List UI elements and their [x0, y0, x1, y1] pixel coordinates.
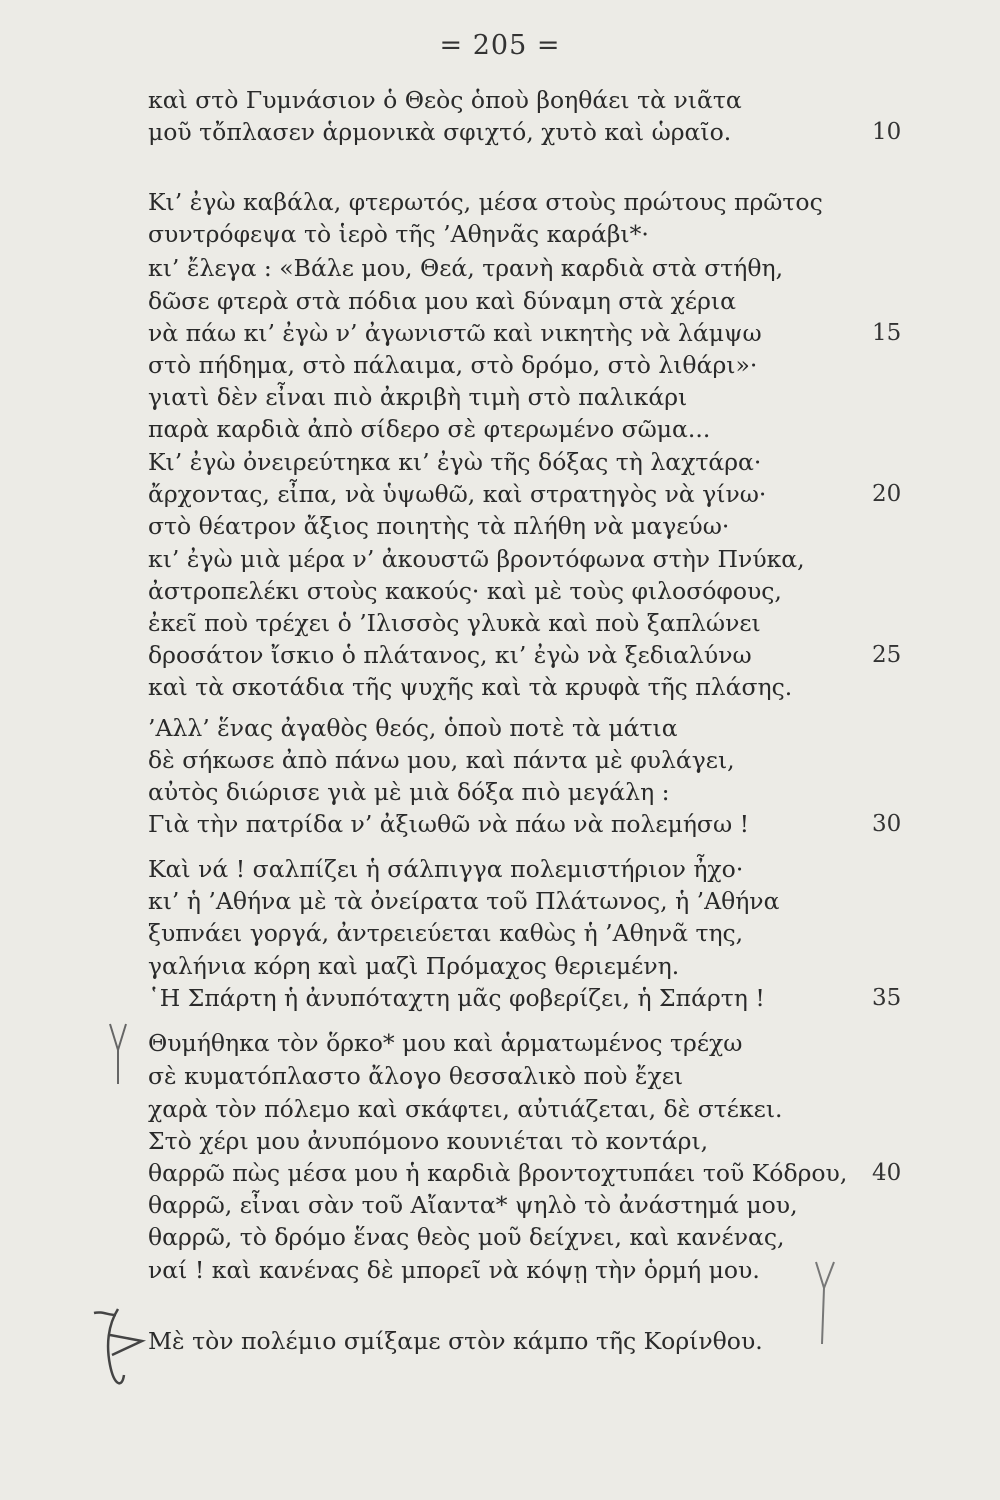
verse-line: συντρόφεψα τὸ ἱερὸ τῆς ’Αθηνᾶς καράβι*·: [148, 220, 649, 248]
line-number: 15: [872, 320, 902, 346]
verse-line: αὐτὸς διώρισε γιὰ μὲ μιὰ δόξα πιὸ μεγάλη :: [148, 778, 670, 806]
line-number: 10: [872, 119, 902, 145]
verse-line: ’Αλλ’ ἕνας ἀγαθὸς θεός, ὁποὺ ποτὲ τὰ μάτια: [148, 714, 678, 742]
verse-line: ναί ! καὶ κανένας δὲ μπορεῖ νὰ κόψῃ τὴν ὁρμή μου.: [148, 1256, 760, 1284]
verse-line: Κι’ ἐγὼ ὀνειρεύτηκα κι’ ἐγὼ τῆς δόξας τὴ λαχτάρα·: [148, 448, 762, 476]
verse-line: κι’ ἡ ’Αθήνα μὲ τὰ ὀνείρατα τοῦ Πλάτωνος, ἡ ’Αθήνα: [148, 887, 780, 915]
line-number: 35: [872, 985, 902, 1011]
verse-line: ἀστροπελέκι στοὺς κακούς· καὶ μὲ τοὺς φιλοσόφους,: [148, 577, 782, 605]
verse-line: δῶσε φτερὰ στὰ πόδια μου καὶ δύναμη στὰ χέρια: [148, 287, 736, 315]
verse-line: Θυμήθηκα τὸν ὅρκο* μου καὶ ἁρματωμένος τρέχω: [148, 1029, 743, 1057]
line-number: 40: [872, 1160, 902, 1186]
verse-line: ῾Η Σπάρτη ἡ ἀνυπόταχτη μᾶς φοβερίζει, ἡ Σπάρτη !: [148, 984, 765, 1012]
verse-line: κι’ ἐγὼ μιὰ μέρα ν’ ἀκουστῶ βροντόφωνα στὴν Πνύκα,: [148, 545, 805, 573]
verse-line: Γιὰ τὴν πατρίδα ν’ ἀξιωθῶ νὰ πάω νὰ πολεμήσω !: [148, 810, 750, 838]
verse-line: κι’ ἔλεγα : «Βάλε μου, Θεά, τρανὴ καρδιὰ στὰ στήθη,: [148, 254, 784, 282]
verse-line: ἐκεῖ ποὺ τρέχει ὁ ’Ιλισσὸς γλυκὰ καὶ ποὺ ξαπλώνει: [148, 609, 761, 637]
verse-line: καὶ τὰ σκοτάδια τῆς ψυχῆς καὶ τὰ κρυφὰ τῆς πλάσης.: [148, 673, 793, 701]
pencil-bracket-mark: [100, 1020, 140, 1090]
verse-line: Καὶ νά ! σαλπίζει ἡ σάλπιγγα πολεμιστήριον ἦχο·: [148, 855, 744, 883]
verse-line: θαρρῶ πὼς μέσα μου ἡ καρδιὰ βροντοχτυπάει τοῦ Κόδρου,: [148, 1159, 848, 1187]
verse-line: σὲ κυματόπλαστο ἄλογο θεσσαλικὸ ποὺ ἔχει: [148, 1062, 684, 1090]
verse-line: Στὸ χέρι μου ἀνυπόμονο κουνιέται τὸ κοντάρι,: [148, 1127, 709, 1155]
line-number: 20: [872, 481, 902, 507]
verse-line: στὸ πήδημα, στὸ πάλαιμα, στὸ δρόμο, στὸ λιθάρι»·: [148, 351, 758, 379]
verse-line: Κι’ ἐγὼ καβάλα, φτερωτός, μέσα στοὺς πρώτους πρῶτος: [148, 188, 823, 216]
verse-line: θαρρῶ, εἶναι σὰν τοῦ Αἴαντα* ψηλὸ τὸ ἀνάστημά μου,: [148, 1191, 798, 1219]
pencil-bracket-mark: [808, 1258, 848, 1348]
line-number: 30: [872, 811, 902, 837]
verse-line: στὸ θέατρον ἄξιος ποιητὴς τὰ πλήθη νὰ μαγεύω·: [148, 512, 730, 540]
verse-line: δὲ σήκωσε ἀπὸ πάνω μου, καὶ πάντα μὲ φυλάγει,: [148, 746, 735, 774]
verse-line: μοῦ τὄπλασεν ἁρμονικὰ σφιχτό, χυτὸ καὶ ὡραῖο.: [148, 118, 732, 146]
verse-line: καὶ στὸ Γυμνάσιον ὁ Θεὸς ὁποὺ βοηθάει τὰ νιᾶτα: [148, 86, 742, 114]
verse-line: γιατὶ δὲν εἶναι πιὸ ἀκριβὴ τιμὴ στὸ παλικάρι: [148, 383, 688, 411]
verse-line: ξυπνάει γοργά, ἀντρειεύεται καθὼς ἡ ’Αθηνᾶ της,: [148, 919, 744, 947]
page-number: = 205 =: [439, 30, 561, 61]
verse-line: ἄρχοντας, εἶπα, νὰ ὑψωθῶ, καὶ στρατηγὸς νὰ γίνω·: [148, 480, 767, 508]
verse-line: γαλήνια κόρη καὶ μαζὶ Πρόμαχος θεριεμένη.: [148, 952, 680, 980]
line-number: 25: [872, 642, 902, 668]
verse-line: χαρὰ τὸν πόλεμο καὶ σκάφτει, αὐτιάζεται, δὲ στέκει.: [148, 1095, 783, 1123]
pencil-delta-mark: [88, 1305, 150, 1395]
verse-line: νὰ πάω κι’ ἐγὼ ν’ ἀγωνιστῶ καὶ νικητὴς νὰ λάμψω: [148, 319, 762, 347]
verse-line: Μὲ τὸν πολέμιο σμίξαμε στὸν κάμπο τῆς Κορίνθου.: [148, 1327, 763, 1355]
verse-line: δροσάτον ἴσκιο ὁ πλάτανος, κι’ ἐγὼ νὰ ξεδιαλύνω: [148, 641, 752, 669]
verse-line: παρὰ καρδιὰ ἀπὸ σίδερο σὲ φτερωμένο σῶμα...: [148, 415, 711, 443]
verse-line: θαρρῶ, τὸ δρόμο ἕνας θεὸς μοῦ δείχνει, καὶ κανένας,: [148, 1223, 785, 1251]
